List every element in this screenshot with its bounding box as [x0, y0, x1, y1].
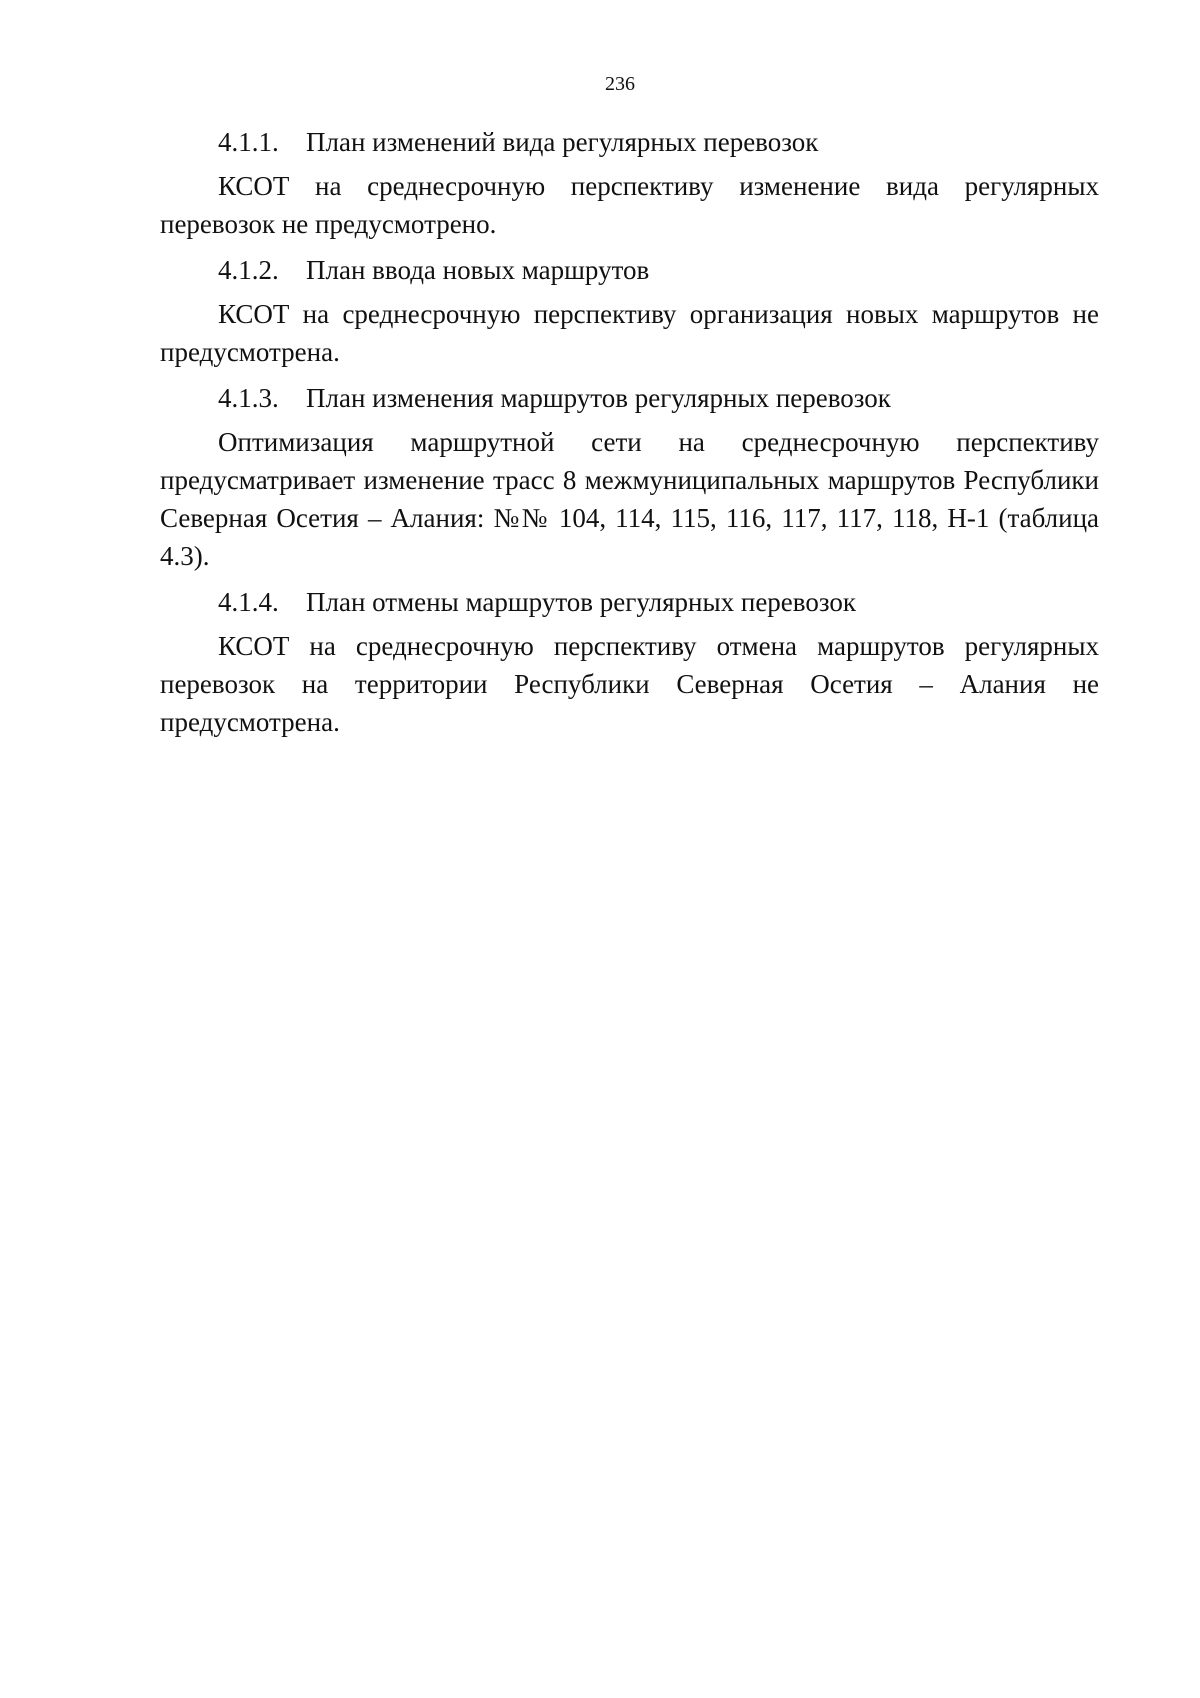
- section-number: 4.1.1.: [218, 127, 279, 157]
- section-paragraph-4-1-4: КСОТ на среднесрочную перспективу отмена маршрутов регулярных перевозок на территории Республики Северная Осетия – Алания не предусмотрена.: [160, 631, 1099, 737]
- section-heading-4-1-2: [160, 251, 1099, 289]
- section-number: 4.1.3.: [218, 383, 279, 413]
- section-title: План изменения маршрутов регулярных перевозок: [306, 383, 891, 413]
- page-number: 236: [605, 73, 635, 95]
- section-number: 4.1.2.: [218, 255, 279, 285]
- section-title: План изменений вида регулярных перевозок: [306, 127, 819, 157]
- section-heading-4-1-1: [160, 123, 1099, 161]
- section-paragraph-4-1-2: КСОТ на среднесрочную перспективу организация новых маршрутов не предусмотрена.: [160, 299, 1099, 367]
- section-paragraph-4-1-1: КСОТ на среднесрочную перспективу изменение вида регулярных перевозок не предусмотрено.: [160, 171, 1099, 239]
- section-heading-4-1-4: [160, 583, 1099, 621]
- document-body: [160, 123, 1099, 749]
- section-heading-4-1-3: [160, 379, 1099, 417]
- section-paragraph-4-1-3: Оптимизация маршрутной сети на среднесрочную перспективу предусматривает изменение трасс 8 межмуниципальных маршрутов Республики Северная Осетия – Алания: №№ 104, 114, 115, 116, 117, 117, 118, Н-1 (таблица 4.3).: [160, 427, 1099, 571]
- section-title: План ввода новых маршрутов: [306, 255, 650, 285]
- section-title: План отмены маршрутов регулярных перевозок: [306, 587, 856, 617]
- section-number: 4.1.4.: [218, 587, 279, 617]
